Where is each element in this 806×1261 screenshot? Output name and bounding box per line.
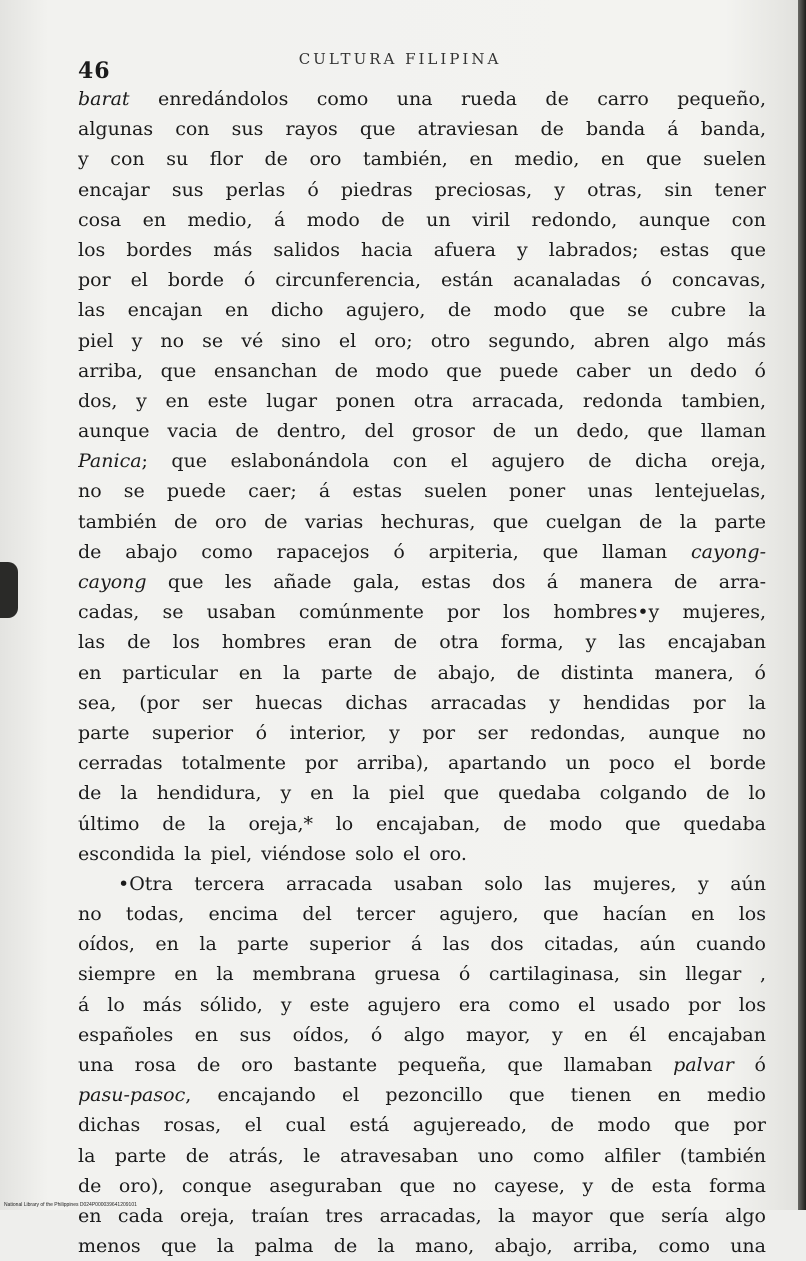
running-head: CULTURA FILIPINA [298,50,502,68]
text-segment: las de los hombres eran de otra forma, y las encajaban [78,631,766,654]
binding-shadow [0,562,18,618]
text-line [78,778,766,808]
text-line [78,567,766,597]
text-line [78,1231,766,1261]
text-segment: cosa en medio, á modo de un viril redondo, aunque con [78,208,766,231]
text-segment: y con su flor de oro también, en medio, en que suelen [78,148,766,171]
text-line [78,144,766,174]
text-segment: por el borde ó circunferencia, están acanaladas ó concavas, [78,269,766,292]
italic-term: pasu-pasoc [78,1084,186,1107]
text-line [78,658,766,688]
text-line [78,718,766,748]
text-line [78,235,766,265]
text-line [78,748,766,778]
text-segment: de oro), conque aseguraban que no cayese, y de esta forma [78,1174,766,1197]
text-segment: enredándolos como una rueda de carro pequeño, [129,88,766,110]
library-credit: National Library of the Philippines D024P000039641209101 [4,1202,137,1208]
text-line [78,1020,766,1050]
text-line [78,416,766,446]
text-segment: los bordes más salidos hacia afuera y labrados; estas que [78,238,766,261]
text-segment: ó [733,1054,766,1076]
text-line [78,446,766,476]
text-segment: en particular en la parte de abajo, de distinta manera, ó [78,661,766,684]
text-line [78,839,766,869]
text-line [78,175,766,205]
text-line [78,597,766,627]
text-segment: las encajan en dicho agujero, de modo que se cubre la [78,299,766,322]
text-segment: sea, (por ser huecas dichas arracadas y hendidas por la [78,691,766,714]
text-segment: dos, y en este lugar ponen otra arracada, redonda tambien, [78,389,766,412]
body-text [78,84,766,1261]
text-segment: algunas con sus rayos que atraviesan de banda á banda, [78,118,766,141]
text-segment: de abajo como rapacejos ó arpiteria, que llaman [78,540,692,563]
text-line [78,809,766,839]
text-segment: la parte de atrás, le atravesaban uno como alfiler (también [78,1144,766,1167]
text-line [78,959,766,989]
text-line [78,507,766,537]
italic-term: palvar [673,1054,734,1076]
text-segment: en cada oreja, traían tres arracadas, la mayor que sería algo [78,1204,766,1227]
text-segment: de la hendidura, y en la piel que quedaba colgando de lo [78,782,766,805]
text-segment: también de oro de varias hechuras, que cuelgan de la parte [78,510,766,533]
text-segment: españoles en sus oídos, ó algo mayor, y en él encajaban [78,1023,766,1046]
text-line [78,929,766,959]
text-segment: oídos, en la parte superior á las dos citadas, aún cuando [78,933,766,956]
text-line [78,205,766,235]
text-line [78,537,766,567]
italic-term: cayong [78,571,147,593]
text-segment: que les añade gala, estas dos á manera de arra- [146,571,766,593]
text-segment: , encajando el pezoncillo que tienen en medio [185,1084,766,1107]
text-segment: ; que eslabonándola con el agujero de dicha oreja, [141,450,766,473]
text-line [78,869,766,899]
text-line [78,265,766,295]
text-segment: no todas, encima del tercer agujero, que hacían en los [78,903,766,926]
text-segment: encajar sus perlas ó piedras preciosas, y otras, sin tener [78,178,766,201]
text-segment: arriba, que ensanchan de modo que puede caber un dedo ó [78,359,766,382]
text-segment: una rosa de oro bastante pequeña, que llamaban [78,1054,674,1076]
text-line [78,356,766,386]
text-segment: dichas rosas, el cual está agujereado, de modo que por [78,1114,766,1137]
text-line [78,1080,766,1110]
page-header [0,0,806,90]
text-line [78,1201,766,1231]
text-segment: •Otra tercera arracada usaban solo las mujeres, y aún [118,872,766,895]
text-line [78,688,766,718]
page-edge [798,0,806,1210]
italic-term: barat [78,88,130,110]
page-number: 46 [78,58,111,84]
text-segment: no se puede caer; á estas suelen poner unas lentejuelas, [78,480,766,503]
text-line [78,386,766,416]
text-segment: á lo más sólido, y este agujero era como el usado por los [78,993,766,1016]
text-segment: aunque vacia de dentro, del grosor de un dedo, que llaman [78,420,766,443]
italic-term: cayong- [691,540,766,563]
text-segment: cadas, se usaban comúnmente por los hombres•y mujeres, [78,601,766,624]
text-line [78,84,766,114]
text-line [78,326,766,356]
text-line [78,1110,766,1140]
italic-term: Panica [78,450,142,473]
text-line [78,1050,766,1080]
text-line [78,476,766,506]
text-line [78,114,766,144]
text-line [78,899,766,929]
text-segment: menos que la palma de la mano, abajo, arriba, como una [78,1235,766,1258]
text-segment: siempre en la membrana gruesa ó cartilaginasa, sin llegar , [78,963,766,986]
text-segment: parte superior ó interior, y por ser redondas, aunque no [78,721,766,744]
text-segment: último de la oreja,* lo encajaban, de modo que quedaba [78,812,766,835]
text-line [78,990,766,1020]
text-segment: piel y no se vé sino el oro; otro segundo, abren algo más [78,329,766,352]
text-segment: escondida la piel, viéndose solo el oro. [78,842,467,865]
text-line [78,1171,766,1201]
text-line [78,1141,766,1171]
text-segment: cerradas totalmente por arriba), apartando un poco el borde [78,752,766,775]
text-line [78,627,766,657]
text-line [78,295,766,325]
